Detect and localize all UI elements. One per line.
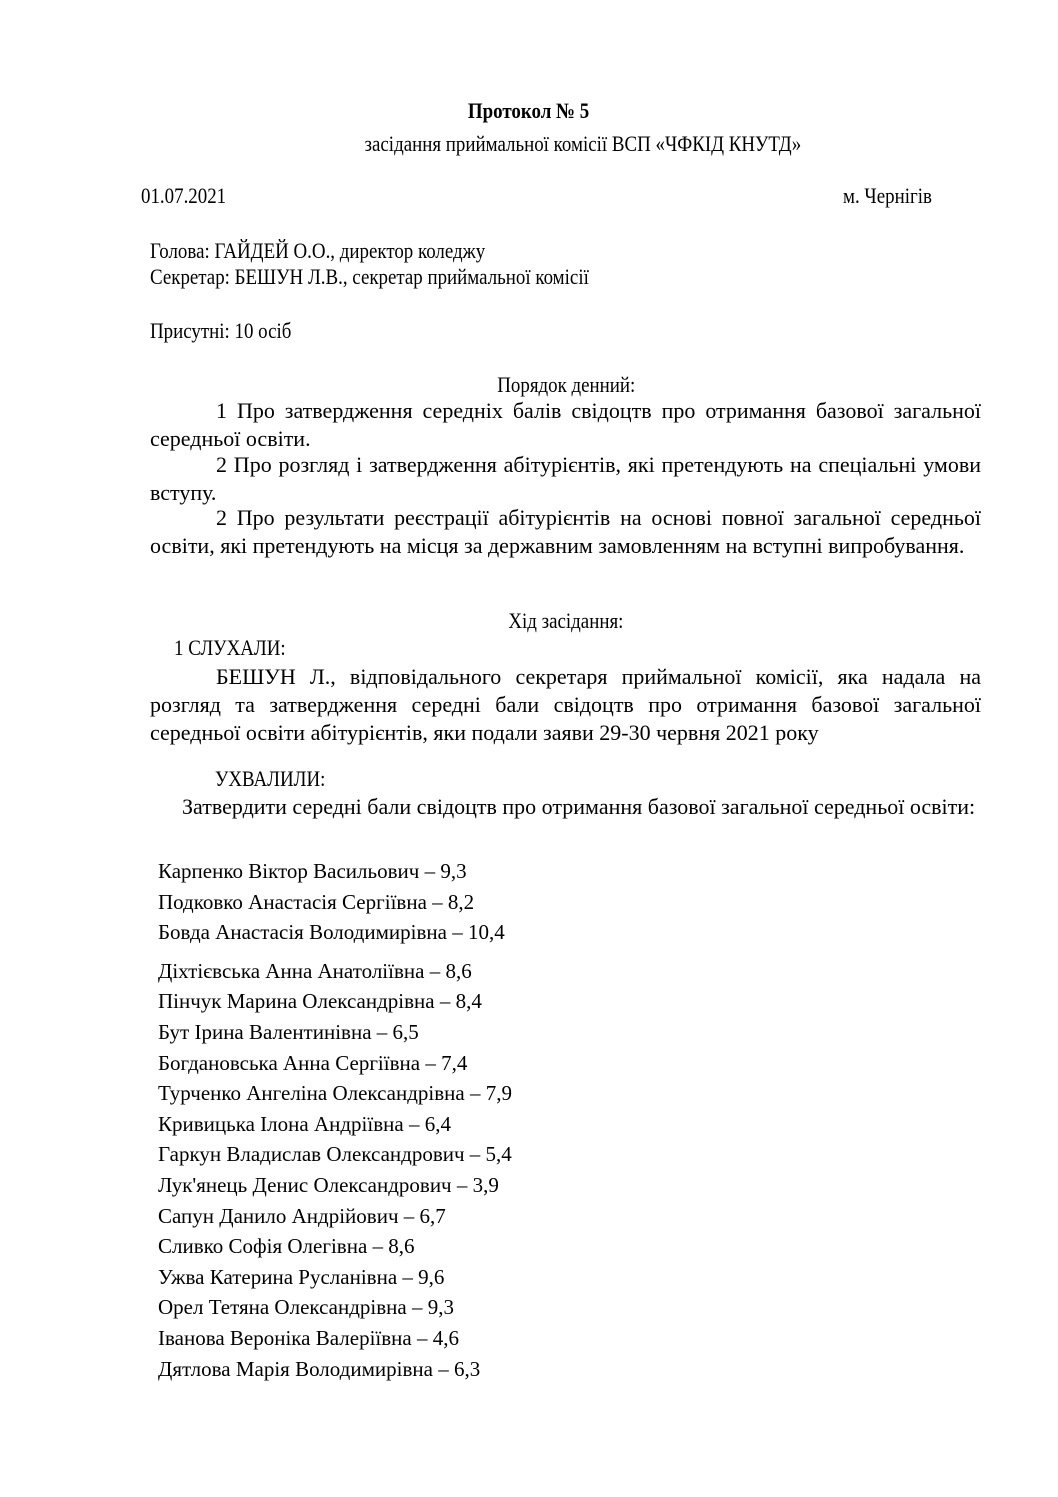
- heard-text: БЕШУН Л., відповідального секретаря приймальної комісії, яка надала на розгляд та затвердження середні бали свідоцтв про отримання базової загальної середньої освіти абітурієнтів, яки подали заяви 29-30 червня 2021 року: [150, 664, 981, 745]
- student-row: [158, 889, 512, 920]
- student-score: 6,4: [424, 1111, 451, 1136]
- student-row: [158, 1019, 512, 1050]
- dash-separator: –: [451, 1172, 473, 1197]
- dash-separator: –: [419, 859, 441, 883]
- student-name: Пінчук Марина Олександрівна: [158, 989, 435, 1014]
- dash-separator: –: [367, 1234, 389, 1259]
- resolved-label: УХВАЛИЛИ:: [215, 766, 326, 791]
- student-score: 5,4: [485, 1142, 512, 1167]
- student-name: Турченко Ангеліна Олександрівна: [158, 1081, 465, 1106]
- agenda-item-1: 1 Про затвердження середніх балів свідоцтв про отримання базової загальної середньої освіти.: [150, 398, 981, 451]
- student-row: [158, 1233, 512, 1264]
- student-name: Сливко Софія Олегівна: [158, 1234, 368, 1259]
- student-score: 7,9: [485, 1081, 512, 1106]
- meeting-place: м. Чернігів: [843, 183, 932, 208]
- dash-separator: –: [398, 1203, 420, 1228]
- dash-separator: –: [432, 1356, 454, 1381]
- student-name: Ужва Катерина Русланівна: [158, 1264, 398, 1289]
- dash-separator: –: [397, 1264, 419, 1289]
- student-score: 6,3: [453, 1356, 481, 1381]
- dash-separator: –: [420, 1050, 442, 1075]
- student-score: 4,6: [432, 1325, 459, 1350]
- agenda-item-2: 2 Про розгляд і затвердження абітурієнтів, які претендують на спеціальні умови вступу.: [150, 452, 981, 505]
- dash-separator: –: [464, 1081, 486, 1106]
- student-row: [158, 1203, 512, 1234]
- dash-separator: –: [464, 1142, 486, 1167]
- agenda-heading: Порядок денний:: [496, 372, 636, 397]
- student-name: Діхтієвська Анна Анатоліївна: [158, 958, 425, 983]
- student-score: 8,4: [455, 989, 482, 1014]
- student-row: [158, 1356, 512, 1387]
- student-score: 7,4: [441, 1050, 468, 1075]
- student-score: 6,5: [392, 1019, 419, 1044]
- dash-separator: –: [446, 920, 468, 945]
- student-row: [158, 1080, 512, 1111]
- student-row: [158, 988, 512, 1019]
- student-name: Карпенко Віктор Васильович: [158, 859, 420, 883]
- heard-label: 1 СЛУХАЛИ:: [174, 635, 286, 660]
- student-name: Іванова Вероніка Валеріївна: [158, 1325, 412, 1350]
- agenda-item-3: 2 Про результати реєстрації абітурієнтів на основі повної загальної середньої освіти, які претендують на місця за державним замовленням на вступні випробування.: [150, 505, 981, 558]
- student-name: Бут Ірина Валентинівна: [158, 1019, 372, 1044]
- dash-separator: –: [434, 989, 456, 1014]
- student-row: [158, 1325, 512, 1356]
- student-score: 9,3: [440, 859, 467, 883]
- proceedings-heading: Хід засідання:: [508, 608, 624, 633]
- meeting-date: 01.07.2021: [141, 183, 227, 208]
- student-row: [158, 1111, 512, 1142]
- student-name: Дятлова Марія Володимирівна: [158, 1356, 433, 1381]
- student-score: 6,7: [419, 1203, 446, 1228]
- student-name: Бовда Анастасія Володимирівна: [158, 920, 447, 945]
- student-score: 9,3: [427, 1295, 454, 1320]
- student-row: [158, 858, 512, 889]
- student-name: Сапун Данило Андрійович: [158, 1203, 399, 1228]
- student-name: Гаркун Владислав Олександрович: [158, 1142, 465, 1167]
- student-score-list: [158, 858, 512, 1386]
- student-name: Лук'янець Денис Олександрович: [158, 1172, 452, 1197]
- dash-separator: –: [411, 1325, 433, 1350]
- student-row: [158, 1264, 512, 1295]
- dash-separator: –: [371, 1019, 393, 1044]
- student-row: [158, 1172, 512, 1203]
- dash-separator: –: [406, 1295, 428, 1320]
- student-score: 9,6: [418, 1264, 445, 1289]
- student-score: 8,2: [447, 889, 475, 914]
- student-name: Богдановська Анна Сергіївна: [158, 1050, 421, 1075]
- document-title: Протокол № 5: [468, 98, 590, 123]
- dash-separator: –: [424, 958, 446, 983]
- student-score: 8,6: [388, 1234, 415, 1259]
- student-score: 10,4: [467, 920, 505, 945]
- secretary-line: Секретар: БЕШУН Л.В., секретар приймальної комісії: [150, 264, 589, 289]
- student-name: Орел Тетяна Олександрівна: [158, 1295, 407, 1320]
- student-row: [158, 1294, 512, 1325]
- present-line: Присутні: 10 осіб: [150, 318, 292, 343]
- resolved-text: Затвердити середні бали свідоцтв про отримання базової загальної середньої освіти:: [182, 794, 976, 819]
- student-row: [158, 919, 512, 950]
- dash-separator: –: [426, 889, 448, 914]
- student-row: [158, 1141, 512, 1172]
- document-subtitle: засідання приймальної комісії ВСП «ЧФКІД КНУТД»: [364, 131, 802, 156]
- student-name: Кривицька Ілона Андріївна: [158, 1111, 404, 1136]
- dash-separator: –: [403, 1111, 425, 1136]
- student-row: [158, 958, 512, 989]
- student-score: 3,9: [472, 1172, 499, 1197]
- student-score: 8,6: [445, 958, 472, 983]
- student-row: [158, 1050, 512, 1081]
- chair-line: Голова: ГАЙДЕЙ О.О., директор коледжу: [150, 238, 486, 263]
- student-name: Подковко Анастасія Сергіївна: [158, 889, 427, 914]
